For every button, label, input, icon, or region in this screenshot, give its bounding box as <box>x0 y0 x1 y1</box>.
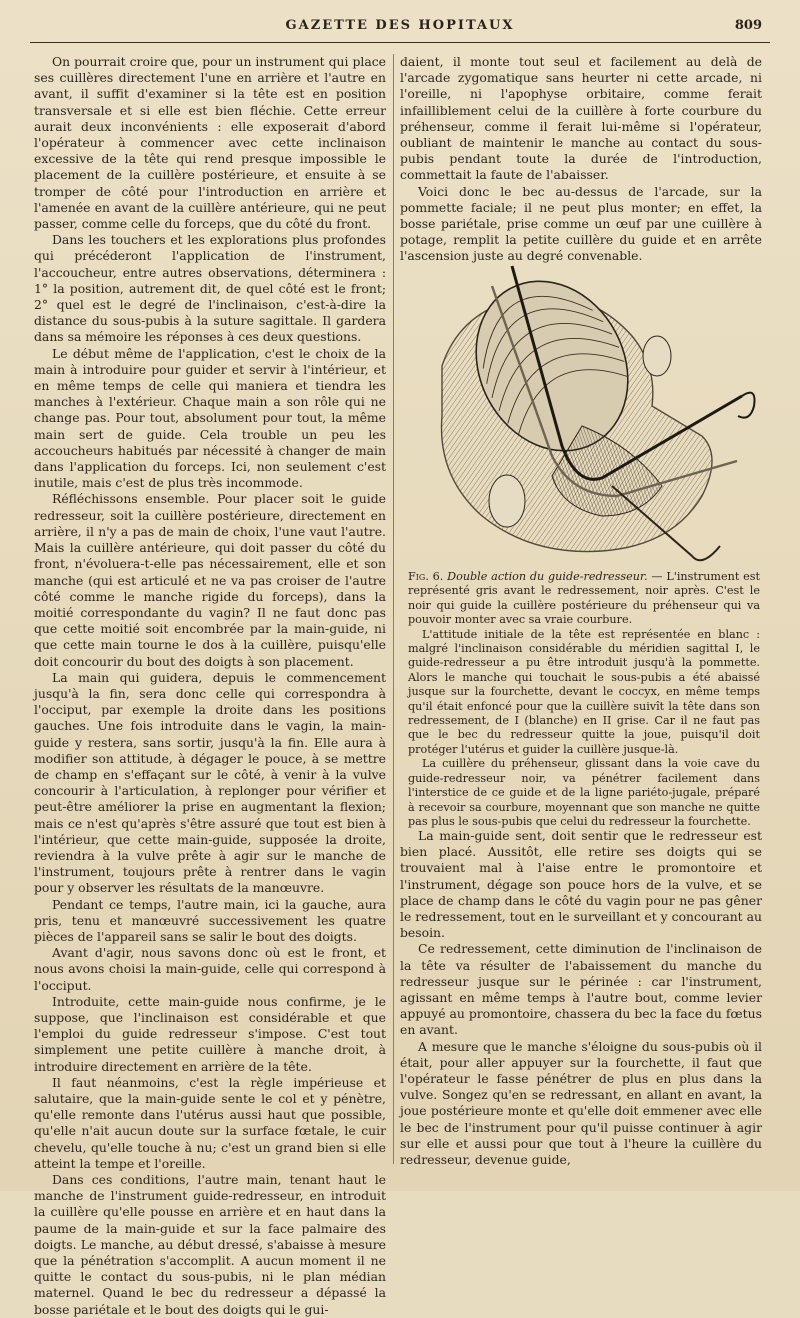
figure-label: Fig. 6. <box>408 570 444 583</box>
page-header <box>30 18 770 40</box>
paragraph: Il faut néanmoins, c'est la règle impérieuse et salutaire, que la main-guide sente le col et y pénètre, qu'elle remonte dans l'utérus aussi haut que possible, qu'elle n'ait aucun doute sur la surface fœtale, le cuir chevelu, qu'elle touche à nu; c'est un grand bien si elle atteint la tempe et l'oreille. <box>34 1074 386 1171</box>
paragraph: daient, il monte tout seul et facilement au delà de l'arcade zygomatique sans heurter ni cette arcade, ni l'oreille, ni l'apophyse orbitaire, comme ferait infailliblement celui de la cuillère à forte courbure du préhenseur, comme il ferait lui-même si l'opérateur, oubliant de maintenir le manche au contact du sous-pubis pendant toute la durée de l'introduction, commettait la faute de l'abaisser. <box>400 54 762 183</box>
caption-paragraph: L'attitude initiale de la tête est représentée en blanc : malgré l'inclinaison considérable du méridien sagittal I, le guide-redresseur a pu être introduit jusqu'à la pommette. Alors le manche qui touchait le sous-pubis a été abaissé jusque sur la fourchette, devant le coccyx, en même temps qu'il était enfoncé pour que la cuillère suivît la tête dans son redressement, de I (blanche) en II grise. Car il ne faut pas que le bec du redresseur quitte la joue, puisqu'il doit protéger l'utérus et guider la cuillère jusque-là. <box>408 627 760 756</box>
column-divider <box>393 54 394 1164</box>
paragraph: Avant d'agir, nous savons donc où est le front, et nous avons choisi la main-guide, celle qui correspond à l'occiput. <box>34 945 386 993</box>
paragraph: Dans les touchers et les explorations plus profondes qui précéderont l'application de l'instrument, l'accoucheur, entre autres observations, déterminera : 1° la position, autrement dit, de quel côté est le front; 2° quel est le degré de l'inclinaison, c'est-à-dire la distance du sous-pubis à la suture sagittale. Il gardera dans sa mémoire les réponses à ces deux questions. <box>34 232 386 345</box>
paragraph: On pourrait croire que, pour un instrument qui place ses cuillères directement l'une en arrière et l'autre en avant, il suffit d'examiner si la tête est en position transversale et si elle est bien fléchie. Cette erreur aurait deux inconvénients : elle exposerait d'abord l'opérateur à commencer avec cette inclinaison excessive de la tête qui rend presque impossible le placement de la cuillère postérieure, et ensuite à se tromper de côté pour l'introduction en arrière et l'amenée en avant de la cuillère antérieure, qui ne peut passer, comme celle du forceps, que du côté du front. <box>34 54 386 232</box>
anatomical-illustration <box>402 246 760 568</box>
paragraph: Voici donc le bec au-dessus de l'arcade, sur la pommette faciale; il ne peut plus monter; en effet, la bosse pariétale, prise comme un œuf par une cuillère à potage, remplit la petite cuillère du guide et en arrête l'ascension juste au degré convenable. <box>400 183 762 264</box>
paragraph: Ce redressement, cette diminution de l'inclinaison de la tête va résulter de l'abaissement du manche du redresseur jusque sur le périnée : car l'instrument, agissant en même temps à l'autre bout, comme levier appuyé au promontoire, chassera du bec la face du fœtus en avant. <box>400 941 762 1038</box>
paragraph: La main-guide sent, doit sentir que le redresseur est bien placé. Aussitôt, elle retire ses doigts qui se trouvaient mal à l'aise entre le promontoire et l'instrument, dégage son pouce hors de la vulve, et se place de champ dans le côté du vagin pour ne pas gêner le redressement, tout en le surveillant et y concourant au besoin. <box>400 828 762 941</box>
paragraph: Pendant ce temps, l'autre main, ici la gauche, aura pris, tenu et manœuvré successivement les quatre pièces de l'appareil sans se salir le bout des doigts. <box>34 896 386 944</box>
right-column-top <box>400 54 762 264</box>
caption-paragraph: La cuillère du préhenseur, glissant dans la voie cave du guide-redresseur noir, va pénétrer facilement dans l'interstice de ce guide et de la ligne pariéto-jugale, préparé à recevoir sa courbure, moyennant que son manche ne quitte pas plus le sous-pubis que celui du redresseur la fourchette. <box>408 757 760 828</box>
figure-caption <box>408 570 760 829</box>
paragraph: Le début même de l'application, c'est le choix de la main à introduire pour guider et servir à l'intérieur, et en même temps de celle qui maniera et tiendra les manches à l'extérieur. Chaque main a son rôle qui ne change pas. Pour tout, absolument pour tout, la même main sert de guide. Cela trouble un peu les accoucheurs habitués par nécessité à changer de main dans l'application du forceps. Ici, non seulement c'est inutile, mais c'est de plus très incommode. <box>34 345 386 491</box>
paragraph: Dans ces conditions, l'autre main, tenant haut le manche de l'instrument guide-redresseur, en introduit la cuillère qu'elle pousse en arrière et en haut dans la paume de la main-guide et sur la face palmaire des doigts. Le manche, au début dressé, s'abaisse à mesure que la pénétration s'accomplit. A aucun moment il ne quitte le contact du sous-pubis, ni le plan médian maternel. Quand le bec du redresseur a dépassé la bosse pariétale et le bout des doigts qui le gui- <box>34 1172 386 1317</box>
paragraph: La main qui guidera, depuis le commencement jusqu'à la fin, sera donc celle qui correspondra à l'occiput, par exemple la droite dans les positions gauches. Une fois introduite dans le vagin, la main-guide y restera, sans sortir, jusqu'à la fin. Elle aura à modifier son attitude, à dégager le pouce, à se mettre de champ en s'effaçant sur le côté, à venir à la vulve concourir à l'articulation, à replonger pour vérifier et peut-être améliorer la prise en augmentant la flexion; mais ce n'est qu'après s'être assuré que tout est bien à l'intérieur, que cette main-guide, supposée la droite, reviendra à la vulve prête à agir sur le manche de l'instrument, toujours prête à rentrer dans le vagin pour y observer les résultats de la manœuvre. <box>34 669 386 896</box>
forceps-engraving <box>402 246 760 568</box>
paragraph: Réfléchissons ensemble. Pour placer soit le guide redresseur, soit la cuillère postérieure, directement en arrière, il n'y a pas de main de choix, l'une vaut l'autre. Mais la cuillère antérieure, qui doit passer du côté du front, n'évoluera-t-elle pas nécessairement, elle et son manche (qui est articulé et ne va pas croiser de l'autre côté comme le manche rigide du forceps), dans la moitié correspondante du vagin? Il ne faut donc pas que cette moitié soit encombrée par la main-guide, ni que cette main tourne le dos à la cuillère, puisqu'elle doit concourir du bout des doigts à son placement. <box>34 491 386 669</box>
figure-title: Double action du guide-redresseur. <box>447 570 648 583</box>
caption-lead-text: — L'instrument est représenté gris avant le redressement, noir après. C'est le noir qui guide la cuillère postérieure du préhenseur qui va pouvoir monter avec sa vraie courbure. <box>408 570 760 627</box>
page-number: 809 <box>734 18 762 33</box>
header-rule <box>30 42 770 43</box>
journal-title: GAZETTE DES HOPITAUX <box>285 18 515 33</box>
caption-lead <box>408 570 760 628</box>
paragraph: A mesure que le manche s'éloigne du sous-pubis où il était, pour aller appuyer sur la fourchette, il faut que l'opérateur le fasse pénétrer de plus en plus dans la vulve. Songez qu'en se redressant, en allant en avant, la joue postérieure monte et qu'elle doit emmener avec elle le bec de l'instrument pour qu'il puisse continuer à agir sur elle et aussi pour que tout à l'heure la cuillère du redresseur, devenue guide, <box>400 1038 762 1168</box>
paragraph: Introduite, cette main-guide nous confirme, je le suppose, que l'inclinaison est considérable et que l'emploi du guide redresseur s'impose. C'est tout simplement une petite cuillère à manche droit, à introduire directement en arrière de la tête. <box>34 993 386 1074</box>
right-column-bottom <box>400 828 762 1168</box>
left-column <box>34 54 386 1317</box>
